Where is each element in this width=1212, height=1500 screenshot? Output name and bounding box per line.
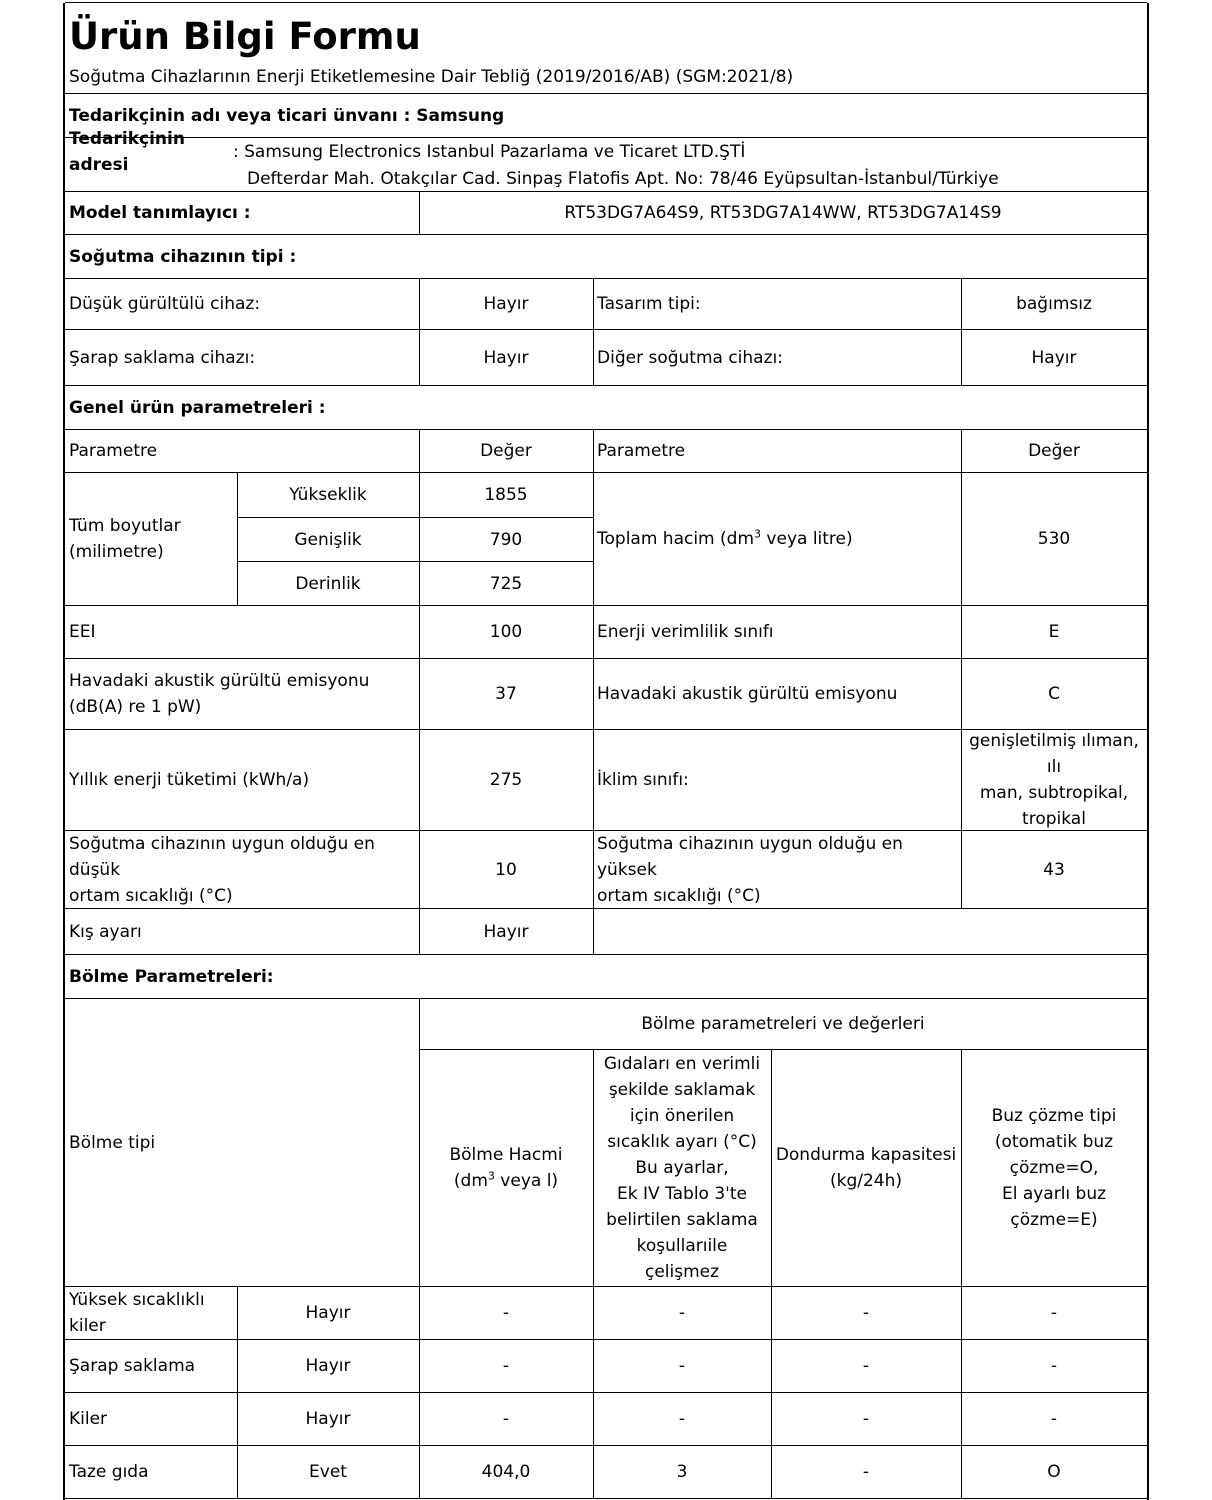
- column-divider: [593, 1049, 594, 1499]
- eei-value: 100: [489, 622, 523, 642]
- divider: [65, 93, 1147, 94]
- width-value: 790: [489, 529, 523, 550]
- max-temp-label: [593, 831, 961, 908]
- noise-label-line2: (dB(A) re 1 pW): [69, 697, 202, 717]
- compartment-heading: Bölme Parametreleri:: [69, 966, 274, 987]
- energy-class-label: Enerji verimlilik sınıfı: [597, 622, 774, 642]
- width-label: Genişlik: [294, 529, 362, 550]
- height-label: Yükseklik: [289, 485, 367, 505]
- min-temp-label: [65, 831, 419, 908]
- max-temp-label-line2: ortam sıcaklığı (°C): [597, 885, 761, 906]
- max-temp-value: 43: [1043, 859, 1065, 880]
- climate-value-line2: man, subtropikal,: [979, 783, 1129, 803]
- table-row-temp: -: [678, 1303, 686, 1323]
- column-divider: [419, 429, 420, 955]
- total-volume-value: 530: [1037, 529, 1071, 549]
- table-row-defrost: -: [1050, 1356, 1058, 1376]
- noise-value: 37: [495, 684, 517, 704]
- table-row-volume: -: [502, 1303, 510, 1323]
- min-temp-value: 10: [495, 859, 517, 880]
- temp-header-line: Bu ayarlar,: [635, 1158, 729, 1178]
- table-row-freeze: -: [862, 1462, 870, 1482]
- table-row-volume: -: [502, 1356, 510, 1376]
- freeze-header-line1: Dondurma kapasitesi: [775, 1145, 957, 1165]
- page-title: Ürün Bilgi Formu: [69, 15, 421, 58]
- depth-value: 725: [489, 573, 523, 594]
- design-type-label: Tasarım tipi:: [597, 294, 701, 314]
- param-header-2: Parametre: [597, 441, 686, 461]
- table-row-temp: -: [678, 1356, 686, 1376]
- supplier-address-label: Tedarikçinin adresi: [69, 129, 185, 175]
- table-row-name: Kiler: [69, 1409, 108, 1429]
- table-row-temp: 3: [676, 1462, 688, 1482]
- model-label: Model tanımlayıcı :: [69, 203, 251, 223]
- temp-header-line: belirtilen saklama: [606, 1210, 758, 1230]
- min-temp-label-line1: Soğutma cihazının uygun olduğu en düşük: [69, 833, 375, 880]
- value-header: Değer: [480, 441, 532, 461]
- other-device-value: Hayır: [1031, 347, 1077, 368]
- volume-header-unit-tail: veya l): [494, 1171, 559, 1191]
- height-value: 1855: [484, 485, 528, 505]
- top-border: [65, 2, 1147, 3]
- table-row-present: Hayır: [305, 1409, 351, 1429]
- temp-header-line: şekilde saklamak: [608, 1080, 756, 1100]
- temp-header-line: sıcaklık ayarı (°C): [607, 1132, 757, 1152]
- climate-class-label: İklim sınıfı:: [597, 770, 689, 790]
- defrost-header-line: Buz çözme tipi: [991, 1106, 1117, 1126]
- column-divider: [961, 429, 962, 908]
- eei-label: EEI: [69, 622, 96, 642]
- noise-class-label: Havadaki akustik gürültü emisyonu: [597, 684, 898, 704]
- total-volume-label: [593, 473, 961, 605]
- column-divider: [961, 278, 962, 386]
- temp-header-line: koşullarıile çelişmez: [636, 1236, 728, 1282]
- noise-class-value: C: [1048, 684, 1060, 704]
- total-volume-text-tail: veya litre): [761, 529, 853, 549]
- column-divider: [771, 1049, 772, 1499]
- wine-storage-value: Hayır: [483, 347, 529, 368]
- table-row-name: Yüksek sıcaklıklı kiler: [69, 1290, 205, 1336]
- volume-header: [419, 1050, 593, 1286]
- column-divider: [237, 1286, 238, 1499]
- defrost-type-header: [961, 1050, 1147, 1286]
- total-volume-text: Toplam hacim (dm: [597, 529, 755, 549]
- freezing-capacity-header: [771, 1050, 961, 1286]
- climate-value-line3: tropikal: [1022, 809, 1086, 829]
- temp-header-line: için önerilen: [629, 1106, 735, 1126]
- product-info-form: [63, 3, 1149, 1500]
- temperature-header: [593, 1050, 771, 1286]
- min-temp-label-line2: ortam sıcaklığı (°C): [69, 885, 233, 906]
- value-header-2: Değer: [1028, 441, 1080, 461]
- defrost-header-line: çözme=O,: [1009, 1158, 1099, 1178]
- other-device-label: Diğer soğutma cihazı:: [597, 347, 783, 368]
- climate-value-line1: genişletilmiş ılıman, ılı: [969, 731, 1139, 777]
- compartment-group-header: Bölme parametreleri ve değerleri: [641, 1014, 925, 1034]
- table-row-name: Şarap saklama: [69, 1356, 196, 1376]
- column-divider: [593, 429, 594, 955]
- defrost-header-line: (otomatik buz: [994, 1132, 1114, 1152]
- volume-header-line1: Bölme Hacmi: [449, 1145, 563, 1165]
- regulation-subtitle: Soğutma Cihazlarının Enerji Etiketlemesine Dair Tebliğ (2019/2016/AB) (SGM:2021/8): [69, 67, 794, 87]
- table-row-freeze: -: [862, 1303, 870, 1323]
- table-row-freeze: -: [862, 1356, 870, 1376]
- annual-energy-label: Yıllık enerji tüketimi (kWh/a): [69, 770, 310, 790]
- table-row-volume: -: [502, 1409, 510, 1429]
- table-row-volume: 404,0: [481, 1462, 531, 1482]
- column-divider: [419, 998, 420, 1499]
- supplier-name: Tedarikçinin adı veya ticari ünvanı : Samsung: [69, 106, 505, 126]
- compartment-type-header: Bölme tipi: [69, 1132, 156, 1153]
- volume-superscript: 3: [754, 527, 762, 541]
- volume-header-unit: (dm: [453, 1171, 488, 1191]
- supplier-address-line1: : Samsung Electronics Istanbul Pazarlama ve Ticaret LTD.ŞTİ: [233, 142, 746, 162]
- table-row-present: Hayır: [305, 1356, 351, 1376]
- table-row-freeze: -: [862, 1409, 870, 1429]
- depth-label: Derinlik: [295, 573, 361, 594]
- table-row-present: Hayır: [305, 1303, 351, 1323]
- bottom-border: [65, 1498, 1147, 1499]
- wine-storage-label: Şarap saklama cihazı:: [69, 347, 256, 368]
- device-type-heading: Soğutma cihazının tipi :: [69, 246, 297, 267]
- param-header: Parametre: [69, 441, 158, 461]
- freeze-header-line2: (kg/24h): [829, 1171, 903, 1191]
- temp-header-line: Ek IV Tablo 3'te: [617, 1184, 747, 1204]
- noise-label: [65, 659, 419, 729]
- column-divider: [419, 278, 420, 386]
- energy-class-value: E: [1048, 622, 1060, 642]
- column-divider: [961, 1049, 962, 1499]
- max-temp-label-line1: Soğutma cihazının uygun olduğu en yüksek: [597, 833, 903, 880]
- low-noise-label: Düşük gürültülü cihaz:: [69, 294, 261, 314]
- design-type-value: bağımsız: [1016, 294, 1092, 314]
- defrost-header-line: El ayarlı buz çözme=E): [1001, 1184, 1107, 1230]
- table-row-defrost: O: [1047, 1462, 1061, 1482]
- model-value: RT53DG7A64S9, RT53DG7A14WW, RT53DG7A14S9: [564, 203, 1002, 223]
- dimensions-label: [65, 473, 237, 605]
- table-row-defrost: -: [1050, 1303, 1058, 1323]
- general-params-heading: Genel ürün parametreleri :: [69, 397, 326, 418]
- volume-header-superscript: 3: [487, 1169, 495, 1183]
- table-row-defrost: -: [1050, 1409, 1058, 1429]
- annual-energy-value: 275: [489, 770, 523, 790]
- table-row-present: Evet: [309, 1462, 347, 1482]
- column-divider: [593, 278, 594, 386]
- supplier-address-line2: Defterdar Mah. Otakçılar Cad. Sinpaş Flatofis Apt. No: 78/46 Eyüpsultan-İstanbul/Türkiye: [247, 169, 999, 189]
- climate-class-value: [961, 730, 1147, 830]
- winter-setting-label: Kış ayarı: [69, 921, 142, 942]
- dimensions-label-line2: (milimetre): [69, 542, 164, 562]
- winter-setting-value: Hayır: [483, 921, 529, 942]
- table-row-name: Taze gıda: [69, 1462, 149, 1482]
- temp-header-line: Gıdaları en verimli: [603, 1054, 761, 1074]
- noise-label-line1: Havadaki akustik gürültü emisyonu: [69, 671, 370, 691]
- low-noise-value: Hayır: [483, 294, 529, 314]
- table-row-temp: -: [678, 1409, 686, 1429]
- dimensions-label-line1: Tüm boyutlar: [69, 516, 181, 536]
